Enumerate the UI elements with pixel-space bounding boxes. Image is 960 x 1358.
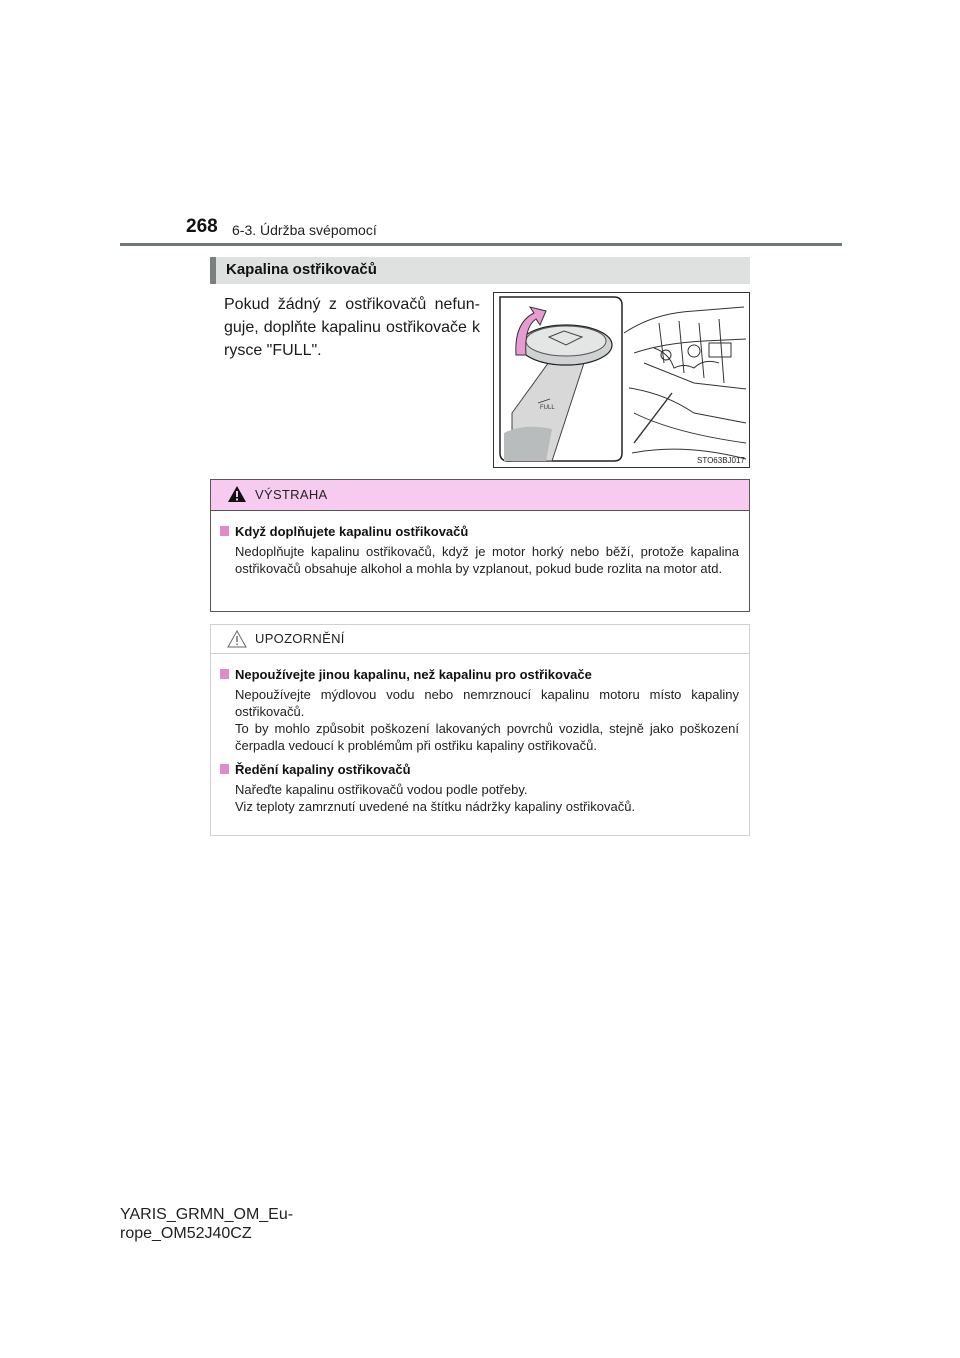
intro-text: Pokud žádný z ostřikovačů nefunguje, doplňte kapalinu ostřikovače k rysce "FULL". (224, 296, 480, 359)
page-number: 268 (186, 216, 218, 237)
warning-box (210, 479, 750, 612)
body-line: To by mohlo způsobit poškození lakovaných povrchů vozidla, stejně jako poškození čerpadla vedoucí k problémům při ostřiku kapaliny ostřikovačů. (235, 721, 739, 753)
body-line: Viz teploty zamrznutí uvedené na štítku nádržky kapaliny ostřikovačů. (235, 799, 636, 814)
caution-item-title (217, 762, 739, 777)
washer-reservoir-illustration (494, 293, 749, 467)
body-line: Nepoužívejte mýdlovou vodu nebo nemrznoucí kapalinu motoru místo kapaliny ostřikovačů. (235, 687, 739, 719)
warning-triangle-icon (227, 485, 247, 503)
warning-item-body: Nedoplňujte kapalinu ostřikovačů, když je motor horký nebo běží, protože kapalina ostřikovačů obsahuje alkohol a mohla by vzplanout, pokud bude rozlita na motor atd. (235, 544, 739, 576)
warning-header (211, 480, 749, 511)
document-id-line: rope_OM52J40CZ (120, 1225, 252, 1242)
section-title: Kapalina ostřikovačů (226, 261, 377, 278)
warning-label: VÝSTRAHA (255, 487, 328, 502)
warning-item-title-text: Když doplňujete kapalinu ostřikovačů (235, 524, 469, 539)
caution-header (211, 625, 749, 654)
warning-item (217, 524, 739, 577)
header-divider (120, 243, 842, 246)
bullet-square-icon (220, 526, 229, 536)
document-id (120, 1205, 293, 1243)
figure-code: STO63BJ017 (697, 456, 745, 465)
body-line: Nařeďte kapalinu ostřikovačů vodou podle potřeby. (235, 782, 528, 797)
bullet-square-icon (220, 764, 229, 774)
caution-item-title-text: Nepoužívejte jinou kapalinu, než kapalinu pro ostřikovače (235, 667, 592, 682)
bullet-square-icon (220, 669, 229, 679)
section-accent (210, 257, 216, 284)
section-heading-bar (210, 257, 750, 284)
document-id-line: YARIS_GRMN_OM_Eu- (120, 1206, 294, 1223)
chapter-title: 6-3. Údržba svépomocí (232, 222, 377, 238)
caution-item-body (217, 686, 739, 754)
caution-item-body (217, 781, 739, 815)
engine-bay-icon (624, 307, 746, 459)
full-mark-label: FULL (540, 405, 555, 411)
caution-label: UPOZORNĚNÍ (255, 631, 345, 646)
caution-item (217, 762, 739, 815)
washer-fluid-figure (493, 292, 750, 468)
caution-box (210, 624, 750, 836)
caution-triangle-icon (227, 630, 247, 648)
warning-item-title (217, 524, 739, 539)
caution-item (217, 667, 739, 754)
caution-item-title-text: Ředění kapaliny ostřikovačů (235, 762, 411, 777)
magnified-cap-view (500, 297, 622, 461)
caution-item-title (217, 667, 739, 682)
